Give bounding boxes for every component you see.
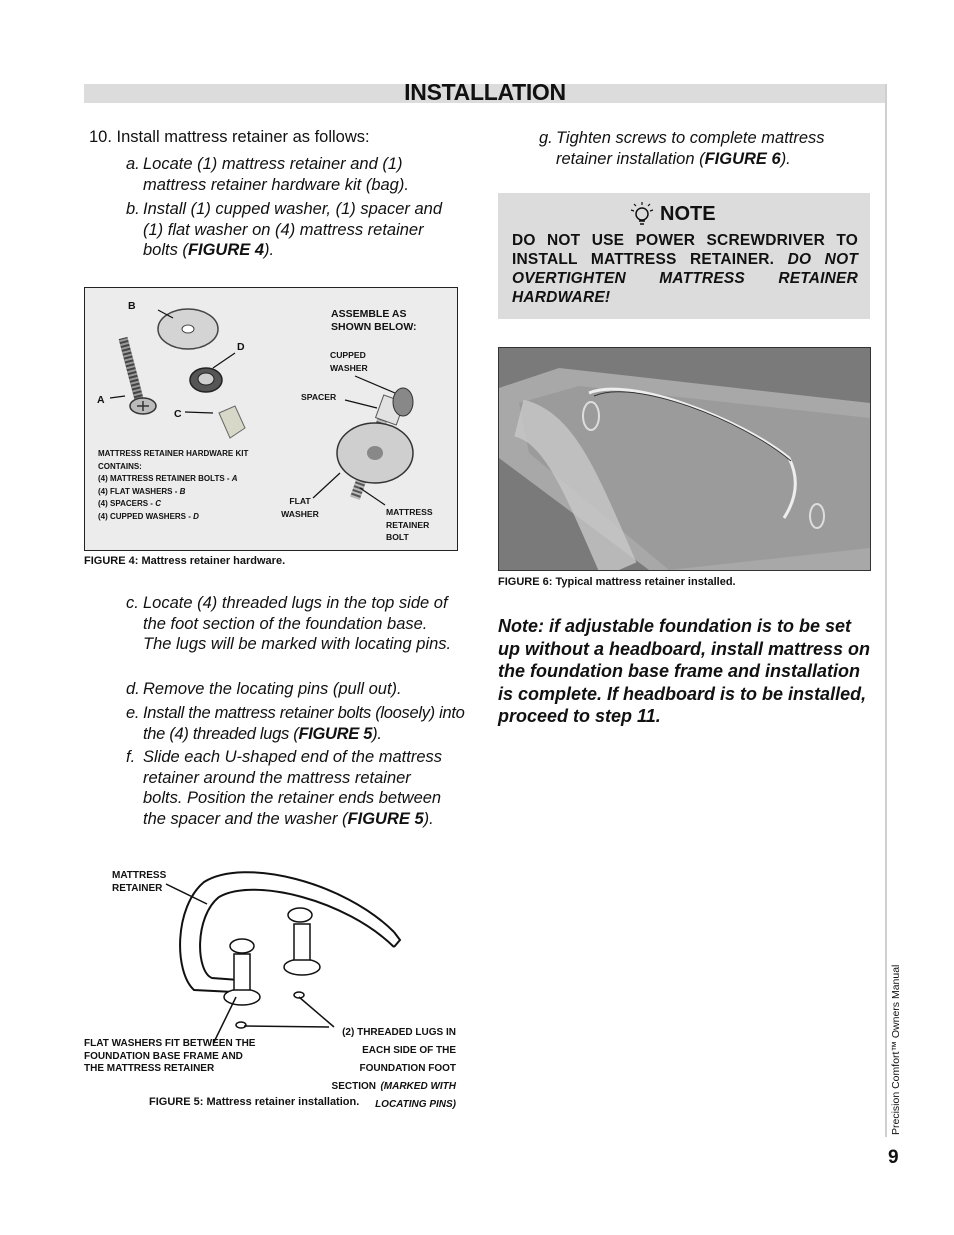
right-margin-rule [885,84,887,1137]
kit-title: MATTRESS RETAINER HARDWARE KIT CONTAINS: [98,449,249,471]
mattress-retainer-u-icon [180,872,400,992]
figure-4-cupped-washer-label: CUPPED WASHER [330,350,368,373]
figure-5-caption: FIGURE 5: Mattress retainer installation. [149,1096,360,1108]
step-d-text: Remove the locating pins (pull out). [143,680,402,698]
step-a-text: Locate (1) mattress retainer and (1) mattress retainer hardware kit (bag). [143,155,409,194]
lugs-note-italic: (MARKED WITH LOCATING PINS) [375,1081,456,1110]
step-g-letter: g. [539,129,553,147]
step-b-end: ). [264,241,275,260]
figure-4-label-d: D [237,341,245,353]
step-b-letter: b. [126,200,140,218]
step-f-letter: f. [126,748,136,766]
figure-4-label-a: A [97,394,105,406]
kit-item-bolts [98,473,273,486]
step-e-text: Install the mattress retainer bolts (loosely) into the (4) threaded lugs ( [143,704,465,743]
step-10: 10. Install mattress retainer as follows: [89,128,370,146]
step-g-end: ). [780,149,791,168]
figure-4-bolt-label: MATTRESS RETAINER BOLT [386,507,433,543]
figure-6-caption: FIGURE 6: Typical mattress retainer installed. [498,576,736,588]
step-e-letter: e. [126,704,140,722]
kit-item-flat-washers [98,486,273,499]
step-e-text-wrap [143,703,469,744]
step-b-text-wrap [143,199,443,261]
step-e-end: ). [372,724,382,743]
kit-item-text: (4) CUPPED WASHERS - [98,511,194,521]
kit-item-text: (4) MATTRESS RETAINER BOLTS - [98,474,232,484]
figure-5-flat-washers-note: FLAT WASHERS FIT BETWEEN THE FOUNDATION BASE FRAME AND THE MATTRESS RETAINER [84,1038,256,1075]
step-b-text: Install (1) cupped washer, (1) spacer and (1) flat washer on (4) mattress retainer bolts ( [143,200,442,260]
note-heading: NOTE [660,203,716,225]
step-c-text: Locate (4) threaded lugs in the top side of the foot section of the foundation base. The lugs will be marked with locating pins. [143,594,452,654]
mattress-retainer-photo-icon [499,348,870,570]
page-number: 9 [888,1147,899,1168]
step-a-letter: a. [126,155,140,173]
step-g-figure-ref: FIGURE 6 [704,149,781,168]
note-text [512,231,858,307]
figure-4-flat-washer-label: FLAT WASHER [281,496,319,519]
kit-item-code: B [179,486,186,496]
manual-side-title: Precision Comfort™ Owners Manual [890,964,902,1135]
note-text-emphasis: DO NOT OVERTIGHTEN MATTRESS RETAINER HARDWARE! [512,251,858,306]
spacer-c-icon [219,406,245,438]
figure-5-retainer-label: MATTRESS RETAINER [112,870,167,894]
note-text-main: DO NOT USE POWER SCREWDRIVER TO INSTALL MATTRESS RETAINER. [512,232,858,268]
assembled-bolt-icon [337,388,413,498]
kit-item-text: (4) SPACERS - [98,499,156,509]
figure-4-kit-list [98,448,273,524]
kit-item-code: A [231,474,238,484]
figure-6-photo [498,347,871,571]
kit-item-text: (4) FLAT WASHERS - [98,486,180,496]
page-title: INSTALLATION [404,79,566,105]
step-f-figure-ref: FIGURE 5 [347,809,424,828]
figure-4-spacer-label: SPACER [301,392,337,402]
foundation-lug-icon [224,908,320,1028]
step-b-figure-ref: FIGURE 4 [187,241,265,260]
step-g-text: Tighten screws to complete mattress retainer installation ( [556,129,825,168]
step-f-text: Slide each U-shaped end of the mattress retainer around the mattress retainer bolts. Position the retainer ends between the spacer and the washer ( [143,748,443,828]
figure-4-label-c: C [174,408,182,420]
kit-item-code: D [193,511,199,521]
step-c-letter: c. [126,594,139,612]
step-g-text-wrap [556,128,871,169]
kit-item-spacers [98,498,273,511]
cupped-washer-d-icon [190,368,222,392]
figure-4-caption: FIGURE 4: Mattress retainer hardware. [84,555,286,567]
closing-note: Note: if adjustable foundation is to be set up without a headboard, install mattress on the foundation base frame and installation is complete. If headboard is to be installed, proceed to step 11. [498,616,871,727]
kit-item-cupped-washers [98,511,273,524]
step-d-letter: d. [126,680,140,698]
figure-4-box [84,287,458,551]
step-f-text-wrap [143,747,449,829]
figure-4-label-b: B [128,300,136,312]
lightbulb-icon [628,200,656,230]
figure-4-assemble-label: ASSEMBLE AS SHOWN BELOW: [331,308,417,333]
kit-item-code: C [155,499,161,509]
retainer-bolt-a-icon [123,338,156,414]
step-e-figure-ref: FIGURE 5 [298,724,373,743]
lugs-note-text: (2) THREADED LUGS IN EACH SIDE OF THE FOUNDATION FOOT SECTION [331,1027,456,1092]
step-f-end: ). [423,809,434,828]
